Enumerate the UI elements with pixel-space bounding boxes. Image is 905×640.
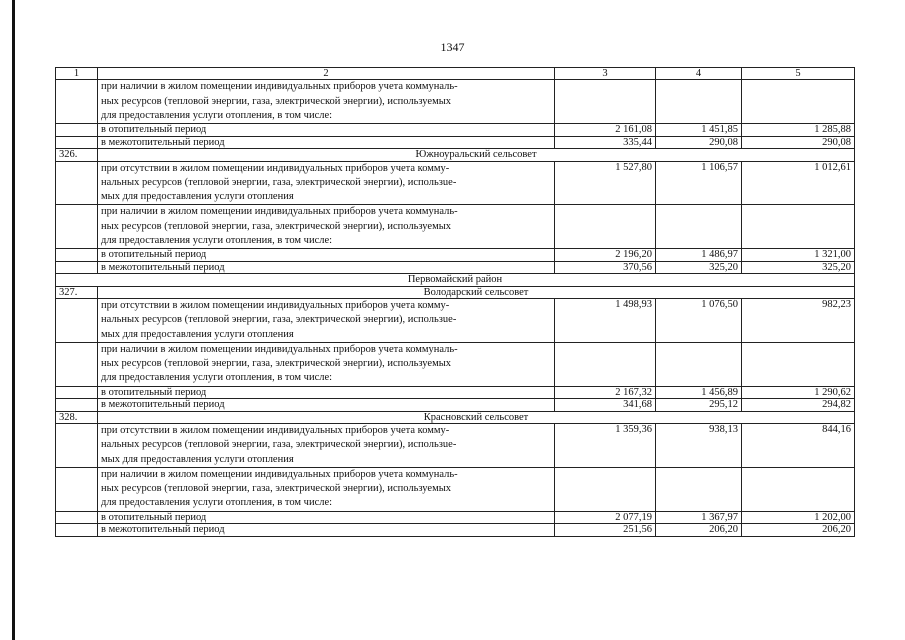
header-cell-4: 4: [656, 68, 742, 80]
table-row: [56, 124, 855, 136]
row-number: [56, 423, 98, 467]
row-number: [56, 124, 98, 136]
row-number: [56, 205, 98, 249]
row-label: [98, 261, 555, 273]
value-col-4: 1 451,85: [656, 124, 742, 136]
value-col-4: 290,08: [656, 136, 742, 148]
description-row: [56, 205, 855, 249]
row-label-text: при наличии в жилом помещении индивидуальных приборов учета коммуналь- ных ресурсов (тепловой энергии, газа, электрической энергии), используемых для предоставления услуги отопления, в том числе:: [101, 206, 458, 246]
description-row: [56, 80, 855, 124]
section-title: Володарский сельсовет: [98, 286, 855, 298]
page-number: 1347: [440, 40, 465, 54]
value-col-3: 335,44: [555, 136, 656, 148]
row-number: [56, 511, 98, 523]
row-number: [56, 342, 98, 386]
row-number: [56, 80, 98, 124]
value-col-4: 295,12: [656, 399, 742, 411]
value-col-3: 341,68: [555, 399, 656, 411]
row-number: [56, 136, 98, 148]
value-col-5: 1 290,62: [742, 386, 855, 398]
row-label-text: при отсутствии в жилом помещении индивидуальных приборов учета комму- нальных ресурсов (тепловой энергии, газа, электрической энергии), использue- мых для предоставления услуги отопления: [101, 424, 457, 465]
value-col-5: [742, 205, 855, 249]
value-col-5: 290,08: [742, 136, 855, 148]
value-col-3: 251,56: [555, 524, 656, 536]
row-label: [98, 80, 555, 124]
row-label-text: в отопительный период: [101, 124, 207, 136]
row-label-text: при наличии в жилом помещении индивидуальных приборов учета коммуналь- ных ресурсов (тепловой энергии, газа, электрической энергии), используемых для предоставления услуги отопления, в том числе:: [101, 81, 458, 121]
row-label: [98, 399, 555, 411]
description-row: [56, 467, 855, 511]
row-label-text: в межотопительный период: [101, 261, 225, 273]
value-col-3: 2 077,19: [555, 511, 656, 523]
table-row: [56, 511, 855, 523]
value-col-4: 1 106,57: [656, 161, 742, 205]
row-label: [98, 124, 555, 136]
value-col-4: 1 367,97: [656, 511, 742, 523]
row-number: [56, 399, 98, 411]
header-cell-2: 2: [98, 68, 555, 80]
row-label-text: в отопительный период: [101, 249, 207, 261]
value-col-3: 2 196,20: [555, 249, 656, 261]
value-col-5: 982,23: [742, 298, 855, 342]
value-col-4: [656, 80, 742, 124]
value-col-3: [555, 467, 656, 511]
value-col-4: 938,13: [656, 423, 742, 467]
row-label-text: при отсутствии в жилом помещении индивидуальных приборов учета комму- нальных ресурсов (тепловой энергии, газа, электрической энергии), использue- мых для предоставления услуги отопления: [101, 299, 457, 340]
row-number: [56, 386, 98, 398]
row-label: [98, 524, 555, 536]
header-cell-1: 1: [56, 68, 98, 80]
row-number: [56, 249, 98, 261]
value-col-3: 2 167,32: [555, 386, 656, 398]
section-title: Красновский сельсовет: [98, 411, 855, 423]
value-col-5: 325,20: [742, 261, 855, 273]
value-col-3: [555, 80, 656, 124]
description-row: [56, 342, 855, 386]
value-col-4: 206,20: [656, 524, 742, 536]
row-label-text: в отопительный период: [101, 386, 207, 398]
row-number: [56, 261, 98, 273]
row-number: [56, 298, 98, 342]
value-col-4: 1 486,97: [656, 249, 742, 261]
value-col-3: 370,56: [555, 261, 656, 273]
section-number: 328.: [56, 411, 98, 423]
row-label: [98, 298, 555, 342]
description-row: [56, 298, 855, 342]
section-number: 326.: [56, 149, 98, 161]
row-label: [98, 249, 555, 261]
table-row: [56, 386, 855, 398]
page-edge-bar: [12, 0, 15, 640]
row-label-text: в межотопительный период: [101, 136, 225, 148]
value-col-5: 1 321,00: [742, 249, 855, 261]
row-number: [56, 161, 98, 205]
row-number: [56, 467, 98, 511]
value-col-3: 1 359,36: [555, 423, 656, 467]
value-col-5: [742, 80, 855, 124]
table-row: [56, 249, 855, 261]
value-col-4: [656, 467, 742, 511]
table-row: [56, 136, 855, 148]
header-cell-3: 3: [555, 68, 656, 80]
section-row: [56, 286, 855, 298]
value-col-5: 206,20: [742, 524, 855, 536]
district-title: Первомайский район: [56, 274, 855, 286]
header-cell-5: 5: [742, 68, 855, 80]
row-label-text: при наличии в жилом помещении индивидуальных приборов учета коммуналь- ных ресурсов (тепловой энергии, газа, электрической энергии), используемых для предоставления услуги отопления, в том числе:: [101, 343, 458, 384]
value-col-5: 1 285,88: [742, 124, 855, 136]
row-label-text: в межотопительный период: [101, 524, 225, 536]
value-col-5: [742, 342, 855, 386]
section-row: [56, 149, 855, 161]
row-label: [98, 342, 555, 386]
row-label: [98, 467, 555, 511]
row-label: [98, 423, 555, 467]
value-col-4: 325,20: [656, 261, 742, 273]
value-col-3: 2 161,08: [555, 124, 656, 136]
section-number: 327.: [56, 286, 98, 298]
value-col-4: [656, 342, 742, 386]
row-label-text: при отсутствии в жилом помещении индивидуальных приборов учета комму- нальных ресурсов (тепловой энергии, газа, электрической энергии), использue- мых для предоставления услуги отопления: [101, 162, 457, 203]
value-col-3: [555, 342, 656, 386]
value-col-3: 1 498,93: [555, 298, 656, 342]
row-label: [98, 511, 555, 523]
value-col-5: [742, 467, 855, 511]
district-row: [56, 274, 855, 286]
value-col-5: 1 012,61: [742, 161, 855, 205]
value-col-5: 1 202,00: [742, 511, 855, 523]
row-label: [98, 205, 555, 249]
row-label-text: при наличии в жилом помещении индивидуальных приборов учета коммуналь- ных ресурсов (тепловой энергии, газа, электрической энергии), используемых для предоставления услуги отопления, в том числе:: [101, 468, 458, 509]
row-label: [98, 161, 555, 205]
row-label: [98, 136, 555, 148]
value-col-3: [555, 205, 656, 249]
row-number: [56, 524, 98, 536]
section-row: [56, 411, 855, 423]
value-col-5: 844,16: [742, 423, 855, 467]
table-row: [56, 399, 855, 411]
tariff-table: [55, 67, 855, 537]
value-col-5: 294,82: [742, 399, 855, 411]
table-row: [56, 261, 855, 273]
table-row: [56, 524, 855, 536]
value-col-4: 1 076,50: [656, 298, 742, 342]
value-col-3: 1 527,80: [555, 161, 656, 205]
value-col-4: [656, 205, 742, 249]
row-label: [98, 386, 555, 398]
row-label-text: в отопительный период: [101, 511, 207, 523]
description-row: [56, 161, 855, 205]
value-col-4: 1 456,89: [656, 386, 742, 398]
description-row: [56, 423, 855, 467]
header-row: [56, 68, 855, 80]
section-title: Южноуральский сельсовет: [98, 149, 855, 161]
row-label-text: в межотопительный период: [101, 399, 225, 411]
